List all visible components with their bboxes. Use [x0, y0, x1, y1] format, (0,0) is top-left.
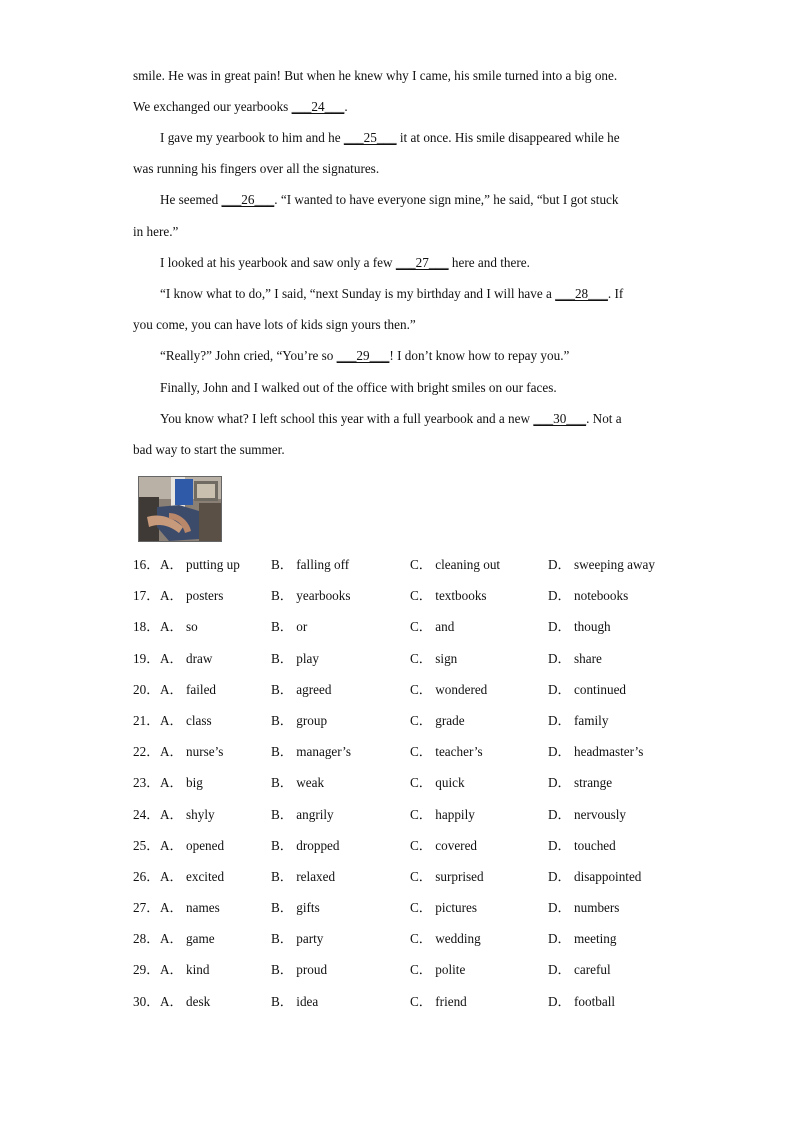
option-b: B． group	[271, 712, 328, 728]
option-d: D． strange	[548, 775, 613, 791]
option-c: C． sign	[410, 650, 458, 666]
question-row	[133, 616, 713, 647]
question-number: 20．	[133, 681, 160, 697]
question-row	[133, 866, 713, 897]
option-a: A． class	[160, 712, 212, 728]
passage-text: bad way to start the summer.	[133, 442, 285, 457]
question-options	[133, 554, 713, 1022]
option-b: B． dropped	[271, 837, 340, 853]
option-d: D． share	[548, 650, 602, 666]
passage-text: . If	[607, 286, 624, 301]
option-b: B． play	[271, 650, 319, 666]
question-number: 29．	[133, 962, 160, 978]
passage-line	[160, 348, 569, 364]
option-a: A． kind	[160, 962, 210, 978]
passage-line	[160, 380, 557, 396]
passage-text: You know what? I left school this year with a full yearbook and a new	[160, 411, 534, 426]
option-a: A． excited	[160, 868, 225, 884]
question-number: 22．	[133, 744, 160, 760]
option-d: D． numbers	[548, 900, 620, 916]
option-d: D． disappointed	[548, 868, 642, 884]
option-d: D． touched	[548, 837, 616, 853]
option-c: C． quick	[410, 775, 465, 791]
option-d: D． family	[548, 712, 609, 728]
passage-text: We exchanged our yearbooks	[133, 99, 292, 114]
passage-text: . “I wanted to have everyone sign mine,” he said, “but I got stuck	[274, 192, 619, 207]
option-c: C． grade	[410, 712, 465, 728]
option-b: B． idea	[271, 993, 319, 1009]
passage-text: Finally, John and I walked out of the office with bright smiles on our faces.	[160, 380, 557, 395]
question-number: 18．	[133, 619, 160, 635]
option-a: A． desk	[160, 993, 211, 1009]
question-row	[133, 710, 713, 741]
option-b: B． angrily	[271, 806, 334, 822]
option-c: C． polite	[410, 962, 466, 978]
option-c: C． textbooks	[410, 588, 487, 604]
question-number: 24．	[133, 806, 160, 822]
passage-line	[133, 68, 617, 84]
blank-30: ___30___	[533, 411, 587, 426]
option-a: A． game	[160, 931, 215, 947]
passage-text: smile. He was in great pain! But when he knew why I came, his smile turned into a big one.	[133, 68, 618, 83]
option-c: C． happily	[410, 806, 475, 822]
option-d: D． continued	[548, 681, 627, 697]
option-d: D． sweeping away	[548, 557, 655, 572]
passage-text: it at once. His smile disappeared while he	[396, 130, 620, 145]
question-number: 19．	[133, 650, 160, 666]
question-number: 26．	[133, 868, 160, 884]
blank-28: ___28___	[555, 286, 608, 301]
passage-text: here and there.	[448, 255, 530, 270]
option-c: C． wedding	[410, 931, 481, 947]
passage-text: . Not a	[586, 411, 622, 426]
question-number: 27．	[133, 900, 160, 916]
question-number: 17．	[133, 588, 160, 604]
option-c: C． friend	[410, 993, 467, 1009]
option-a: A． so	[160, 619, 198, 635]
blank-24: ___24___	[291, 99, 345, 114]
passage-line	[133, 442, 285, 458]
option-a: A． posters	[160, 588, 224, 604]
option-b: B． gifts	[271, 900, 320, 916]
option-a: A． big	[160, 775, 203, 791]
passage-text: was running his fingers over all the signatures.	[133, 161, 380, 176]
option-d: D． notebooks	[548, 588, 629, 604]
option-a: A． nurse’s	[160, 744, 224, 760]
option-b: B． falling off	[271, 557, 350, 572]
option-b: B． relaxed	[271, 868, 336, 884]
passage-text: I gave my yearbook to him and he	[160, 130, 344, 145]
illustration-photo	[138, 476, 222, 542]
option-d: D． headmaster’s	[548, 744, 644, 760]
question-row	[133, 835, 713, 866]
option-b: B． agreed	[271, 681, 332, 697]
option-b: B． or	[271, 619, 308, 635]
option-c: C． pictures	[410, 900, 478, 916]
passage-line	[133, 161, 379, 177]
option-b: B． party	[271, 931, 324, 947]
passage-text: “I know what to do,” I said, “next Sunday is my birthday and I will have a	[160, 286, 556, 301]
question-number: 25．	[133, 837, 160, 853]
option-c: C． surprised	[410, 868, 484, 884]
option-d: D． nervously	[548, 806, 627, 822]
question-row	[133, 991, 713, 1022]
question-number: 16．	[133, 557, 160, 572]
option-c: C． wondered	[410, 681, 488, 697]
question-row	[133, 804, 713, 835]
question-number: 21．	[133, 712, 160, 728]
option-c: C． teacher’s	[410, 744, 483, 760]
question-row	[133, 554, 713, 585]
passage-text: you come, you can have lots of kids sign yours then.”	[133, 317, 416, 332]
passage-line	[160, 192, 619, 208]
option-b: B． proud	[271, 962, 328, 978]
question-row	[133, 679, 713, 710]
question-row	[133, 585, 713, 616]
option-c: C． cleaning out	[410, 557, 501, 572]
option-d: D． careful	[548, 962, 611, 978]
passage-line	[133, 317, 416, 333]
option-d: D． meeting	[548, 931, 617, 947]
question-row	[133, 928, 713, 959]
question-number: 23．	[133, 775, 160, 791]
passage-line	[133, 224, 178, 240]
question-row	[133, 772, 713, 803]
blank-25: ___25___	[343, 130, 397, 145]
passage-line	[133, 99, 348, 115]
passage-line	[160, 411, 622, 427]
photo-image	[139, 477, 221, 541]
option-b: B． manager’s	[271, 744, 351, 760]
passage-line	[160, 130, 620, 146]
passage-text: in here.”	[133, 224, 179, 239]
option-b: B． yearbooks	[271, 588, 351, 604]
question-row	[133, 959, 713, 990]
passage-text: I looked at his yearbook and saw only a few	[160, 255, 396, 270]
blank-26: ___26___	[221, 192, 275, 207]
passage-text: He seemed	[160, 192, 222, 207]
question-row	[133, 741, 713, 772]
option-c: C． covered	[410, 837, 478, 853]
option-a: A． draw	[160, 650, 213, 666]
question-row	[133, 897, 713, 928]
option-d: D． though	[548, 619, 611, 635]
blank-27: ___27___	[395, 255, 449, 270]
option-c: C． and	[410, 619, 455, 635]
blank-29: ___29___	[336, 348, 390, 363]
question-number: 28．	[133, 931, 160, 947]
option-a: A． failed	[160, 681, 217, 697]
question-number: 30．	[133, 993, 160, 1009]
option-a: A． shyly	[160, 806, 215, 822]
option-a: A． putting up	[160, 557, 240, 572]
option-a: A． opened	[160, 837, 225, 853]
passage-line	[160, 286, 623, 302]
passage-text: ! I don’t know how to repay you.”	[389, 348, 570, 363]
passage-text: “Really?” John cried, “You’re so	[160, 348, 337, 363]
question-row	[133, 648, 713, 679]
option-a: A． names	[160, 900, 220, 916]
passage-text: .	[344, 99, 348, 114]
option-d: D． football	[548, 993, 616, 1009]
passage-line	[160, 255, 530, 271]
option-b: B． weak	[271, 775, 325, 791]
